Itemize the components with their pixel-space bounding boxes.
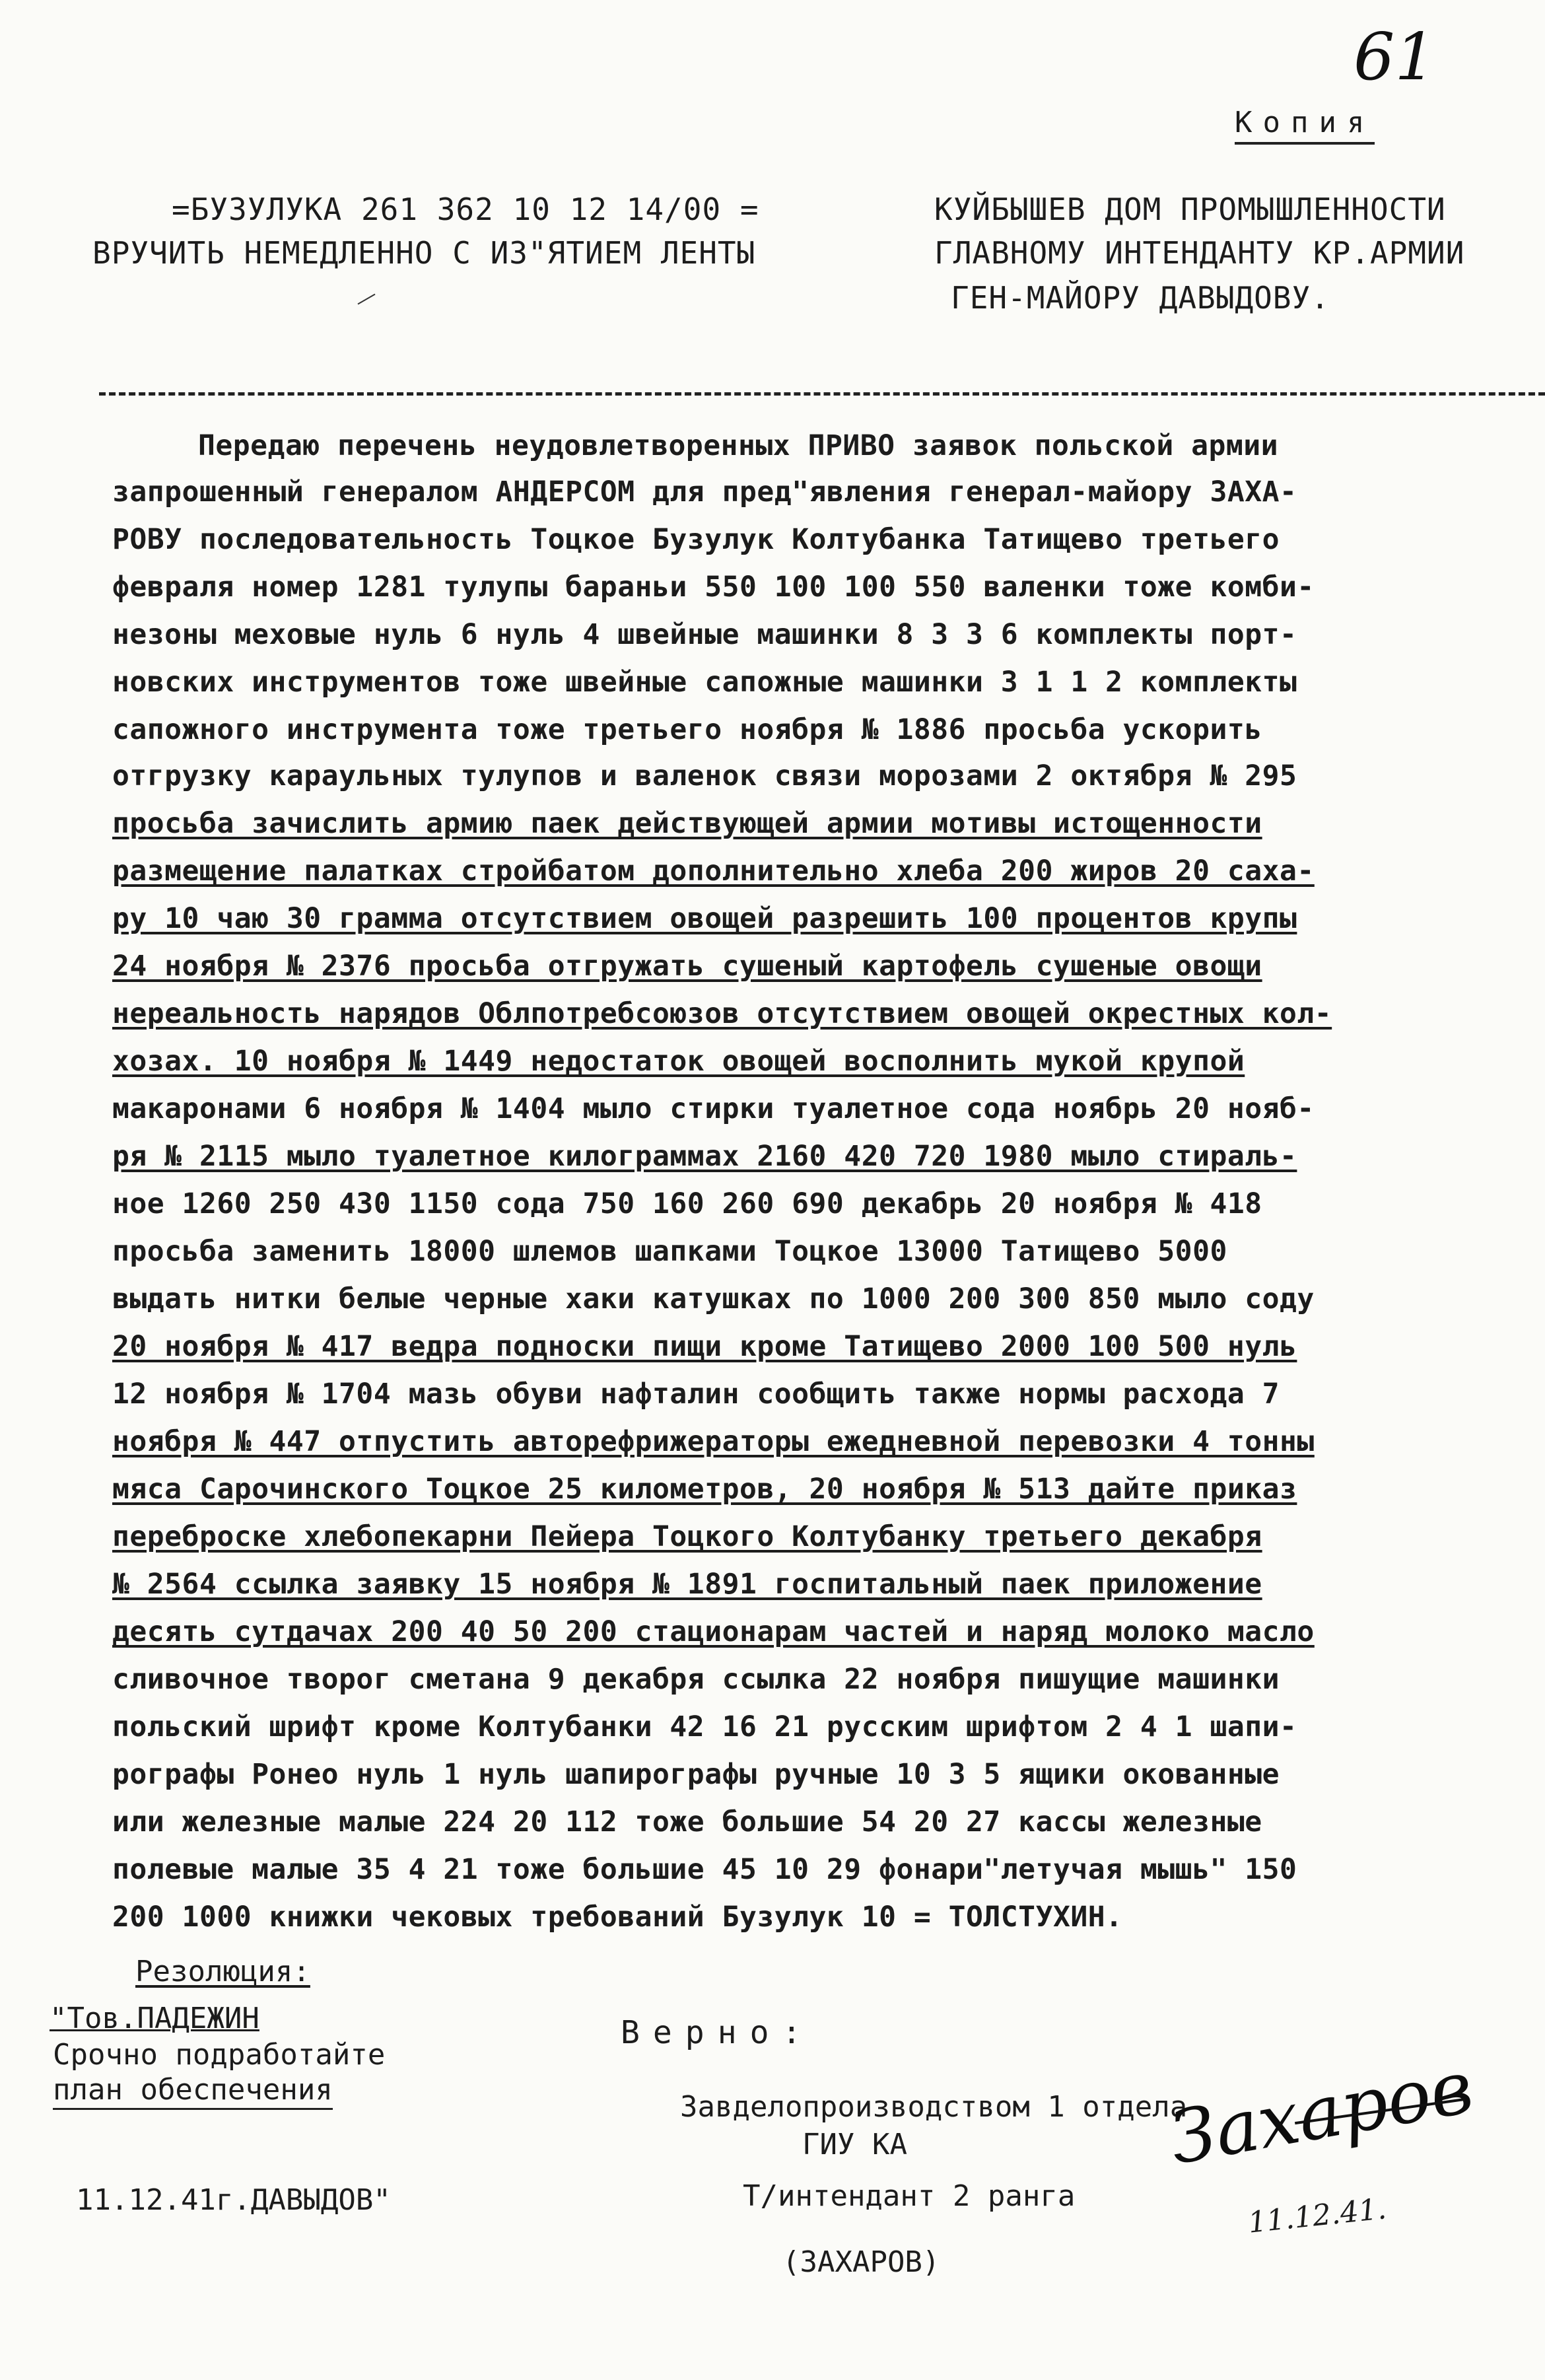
body-line-27: сливочное творог сметана 9 декабря ссылка 22 ноября пишущие машинки bbox=[112, 1663, 1280, 1696]
handwritten-signature: Захаров bbox=[1163, 2044, 1480, 2181]
header-left-line-1: =БУЗУЛУКА 261 362 10 12 14/00 = bbox=[172, 192, 759, 227]
body-line-1: Передаю перечень неудовлетворенных ПРИВО заявок польской армии bbox=[198, 429, 1279, 462]
body-line-22: ноября № 447 отпустить авторефрижераторы ежедневной перевозки 4 тонны bbox=[112, 1425, 1315, 1458]
body-line-7: сапожного инструмента тоже третьего ноября № 1886 просьба ускорить bbox=[112, 713, 1262, 746]
signature-date: 11.12.41. bbox=[1246, 2192, 1389, 2240]
verifier-position-line-1: Завделопроизводством 1 отдела bbox=[680, 2090, 1188, 2124]
body-line-5: незоны меховые нуль 6 нуль 4 швейные машинки 8 3 3 6 комплекты порт- bbox=[112, 618, 1297, 651]
body-line-24: переброске хлебопекарни Пейера Тоцкого Колтубанку третьего декабря bbox=[112, 1520, 1262, 1553]
resolution-line-1: "Тов.ПАДЕЖИН bbox=[50, 2002, 259, 2035]
resolution-line-2: Срочно подработайте bbox=[53, 2038, 386, 2072]
page-number-handwritten: 61 bbox=[1354, 20, 1436, 95]
header-divider bbox=[99, 392, 1545, 396]
body-line-18: просьба заменить 18000 шлемов шапками Тоцкое 13000 Татищево 5000 bbox=[112, 1235, 1227, 1268]
body-line-30: или железные малые 224 20 112 тоже большие 54 20 27 кассы железные bbox=[112, 1805, 1262, 1838]
verified-label: Верно: bbox=[621, 2014, 815, 2051]
body-line-21: 12 ноября № 1704 мазь обуви нафталин сообщить также нормы расхода 7 bbox=[112, 1378, 1280, 1411]
header-right-line-2: ГЛАВНОМУ ИНТЕНДАНТУ КР.АРМИИ bbox=[934, 235, 1465, 271]
verifier-rank: Т/интендант 2 ранга bbox=[743, 2179, 1076, 2213]
body-line-4: февраля номер 1281 тулупы бараньи 550 100 100 550 валенки тоже комби- bbox=[112, 571, 1315, 604]
body-line-26: десять сутдачах 200 40 50 200 стационарам частей и наряд молоко масло bbox=[112, 1615, 1315, 1648]
header-left-line-2: ВРУЧИТЬ НЕМЕДЛЕННО С ИЗ"ЯТИЕМ ЛЕНТЫ bbox=[92, 235, 756, 271]
resolution-line-3: план обеспечения bbox=[53, 2072, 333, 2110]
copy-label: Копия bbox=[1235, 106, 1375, 145]
body-line-19: выдать нитки белые черные хаки катушках по 1000 200 300 850 мыло соду bbox=[112, 1282, 1315, 1315]
pencil-mark bbox=[358, 294, 376, 305]
body-line-10: размещение палатках стройбатом дополнительно хлеба 200 жиров 20 саха- bbox=[112, 855, 1315, 888]
resolution-date-sign: 11.12.41г.ДАВЫДОВ" bbox=[76, 2183, 391, 2217]
body-line-13: нереальность нарядов Облпотребсоюзов отсутствием овощей окрестных кол- bbox=[112, 997, 1332, 1030]
body-line-25: № 2564 ссылка заявку 15 ноября № 1891 госпитальный паек приложение bbox=[112, 1568, 1262, 1601]
body-line-3: РОВУ последовательность Тоцкое Бузулук Колтубанка Татищево третьего bbox=[112, 523, 1280, 556]
body-line-31: полевые малые 35 4 21 тоже большие 45 10 29 фонари"летучая мышь" 150 bbox=[112, 1853, 1297, 1886]
verifier-position-line-2: ГИУ КА bbox=[802, 2128, 907, 2161]
body-line-15: макаронами 6 ноября № 1404 мыло стирки туалетное сода ноябрь 20 нояб- bbox=[112, 1092, 1315, 1125]
body-line-17: ное 1260 250 430 1150 сода 750 160 260 690 декабрь 20 ноября № 418 bbox=[112, 1187, 1262, 1220]
body-line-23: мяса Сарочинского Тоцкое 25 километров, 20 ноября № 513 дайте приказ bbox=[112, 1473, 1297, 1506]
body-line-12: 24 ноября № 2376 просьба отгружать сушеный картофель сушеные овощи bbox=[112, 950, 1262, 983]
header-right-line-3: ГЕН-МАЙОРУ ДАВЫДОВУ. bbox=[951, 280, 1330, 316]
body-line-20: 20 ноября № 417 ведра подноски пищи кроме Татищево 2000 100 500 нуль bbox=[112, 1330, 1297, 1363]
verifier-name: (ЗАХАРОВ) bbox=[782, 2245, 940, 2279]
resolution-title: Резолюция: bbox=[135, 1955, 310, 1988]
body-line-29: рографы Ронео нуль 1 нуль шапирографы ручные 10 3 5 ящики окованные bbox=[112, 1758, 1280, 1791]
body-line-28: польский шрифт кроме Колтубанки 42 16 21 русским шрифтом 2 4 1 шапи- bbox=[112, 1710, 1297, 1743]
body-line-32: 200 1000 книжки чековых требований Бузулук 10 = ТОЛСТУХИН. bbox=[112, 1901, 1123, 1934]
body-line-9: просьба зачислить армию паек действующей армии мотивы истощенности bbox=[112, 807, 1262, 840]
body-line-14: хозах. 10 ноября № 1449 недостаток овощей восполнить мукой крупой bbox=[112, 1045, 1245, 1078]
body-line-2: запрошенный генералом АНДЕРСОМ для пред"явления генерал-майору ЗАХА- bbox=[112, 475, 1297, 508]
header-right-line-1: КУЙБЫШЕВ ДОМ ПРОМЫШЛЕННОСТИ bbox=[934, 192, 1446, 227]
body-line-16: ря № 2115 мыло туалетное килограммах 2160 420 720 1980 мыло стираль- bbox=[112, 1140, 1297, 1173]
body-line-11: ру 10 чаю 30 грамма отсутствием овощей разрешить 100 процентов крупы bbox=[112, 902, 1297, 935]
body-line-6: новских инструментов тоже швейные сапожные машинки 3 1 1 2 комплекты bbox=[112, 666, 1297, 699]
body-line-8: отгрузку караульных тулупов и валенок связи морозами 2 октября № 295 bbox=[112, 759, 1297, 792]
